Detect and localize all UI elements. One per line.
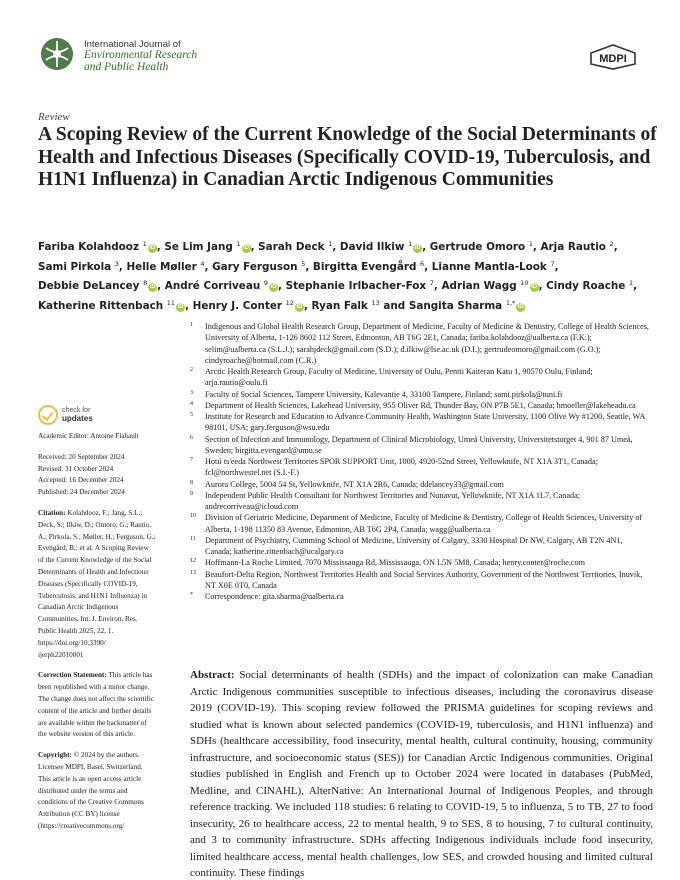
author-name: Henry J. Conter $^{12}$ iD <box>192 298 303 312</box>
affiliation-number: * <box>190 592 193 598</box>
copyright-label: Copyright: <box>38 751 72 760</box>
author-affiliation-ref: 10 <box>520 279 529 287</box>
affiliation-item <box>190 557 650 568</box>
affiliation-text: Beaufort-Delta Region, Northwest Territories Health and Social Services Authority, Government of the Northwest Territories, Inuvik, NT X0E 0T0, Canada <box>205 569 643 590</box>
author-affiliation-ref: 1 <box>142 240 147 248</box>
sidebar-line: Evengård, B.; et al. A Scoping Review <box>38 544 149 553</box>
affiliation-item <box>190 591 650 602</box>
check-updates-line1: check for <box>62 407 91 414</box>
author-affiliation-ref: 7 <box>429 279 434 287</box>
author-affiliation-ref: 2 <box>609 240 614 248</box>
affiliation-text: Faculty of Social Sciences, Tampere University, Kalevantie 4, 33100 Tampere, Finland; sami.pirkola@tuni.fi <box>205 389 563 399</box>
author-affiliation-ref: 3 <box>114 259 119 268</box>
sidebar-line: been republished with a minor change. <box>38 683 150 692</box>
affiliation-item <box>190 490 650 513</box>
affiliation-item <box>190 479 650 490</box>
article-title: A Scoping Review of the Current Knowledge of the Social Determinants of Health and Infectious Diseases (Specifically COVID-19, Tuberculosis, and H1N1 Influenza) in Canadian Arctic Indigenous Communities <box>38 124 657 191</box>
mdpi-logo-text: MDPI <box>599 53 627 65</box>
sidebar-line: distributed under the terms and <box>38 786 128 795</box>
journal-name-line1: International Journal of <box>84 39 181 50</box>
journal-name-line2: Environmental Research <box>84 49 198 61</box>
journal-name-line3: and Public Health <box>84 60 169 73</box>
author-affiliation-ref: 5 <box>301 259 306 268</box>
author-name: Cindy Roache $^1$ <box>546 279 634 292</box>
check-for-updates-button[interactable] <box>38 405 173 425</box>
author-name: Gary Ferguson $^5$ <box>212 259 306 273</box>
affiliation-number: 13 <box>190 569 196 576</box>
sidebar-line: conditions of the Creative Commons <box>38 798 144 807</box>
sidebar-line: Diseases (Specifically COVID-19, <box>38 579 138 588</box>
orcid-icon[interactable]: iD <box>149 245 156 251</box>
citation-block <box>38 508 173 661</box>
author-affiliation-ref: 1 <box>528 240 533 248</box>
sidebar-line: Tuberculosis, and H1N1 Influenza) in <box>38 591 147 600</box>
author-name: Fariba Kolahdooz $^1$ iD <box>38 240 156 253</box>
author-affiliation-ref: 4 <box>200 259 205 268</box>
affiliation-number: 12 <box>190 558 196 565</box>
affiliation-text: Indigenous and Global Health Research Group, Department of Medicine, Faculty of Medicine & Dentistry, College of Health Sciences, University of Alberta, 1-126 8602 112 Street, Edmonton, AB T6G 2E1, Canada; fariba.kolahdooz@ualberta.ca (F.K.); selim@ualberta.ca (S.L.J.); sarahjdeck@gmail.com (S.D.); d.ilkiw@lse.ac.uk (D.I.); gertrudeomoro@gmail.com (G.O.); cindyroache@hotmail.com (C.R.) <box>205 322 649 365</box>
author-name: André Corriveau $^9$ iD <box>164 279 277 292</box>
sidebar-line: Correction Statement: This article has <box>38 671 153 680</box>
abstract-label: Abstract: <box>190 669 235 681</box>
correction-label: Correction Statement: <box>38 671 107 680</box>
sidebar-line: Determinants of Health and Infectious <box>38 567 149 576</box>
author-name: Katherine Rittenbach $^{11}$ iD <box>38 298 184 312</box>
orcid-icon[interactable]: iD <box>270 284 277 290</box>
journal-logo-icon <box>38 36 76 72</box>
sidebar-line: Deck, S.; Ilkiw, D.; Omoro, G.; Rautio, <box>38 520 152 529</box>
affiliation-item <box>190 366 650 389</box>
citation-label: Citation: <box>38 508 66 517</box>
affiliation-text: Correspondence: gita.sharma@ualberta.ca <box>205 592 344 601</box>
author-name: Sangita Sharma $^{1,*}$ iD <box>408 298 524 312</box>
orcid-icon[interactable]: iD <box>414 245 421 251</box>
academic-editor <box>38 431 173 443</box>
orcid-icon[interactable]: iD <box>531 284 538 290</box>
author-name: David Ilkiw $^1$ iD <box>339 240 421 253</box>
sidebar-line: of the Current Knowledge of the Social <box>38 556 152 565</box>
author-name: Lianne Mantla-Look $^7$ <box>431 259 555 273</box>
sidebar-line: The change does not affect the scientific <box>38 694 155 703</box>
author-name: Gertrude Omoro $^1$ <box>429 240 533 253</box>
revised-date: Revised: 31 October 2024 <box>38 464 114 473</box>
sidebar-line: content of the article and further details <box>38 706 152 715</box>
article-dates <box>38 452 173 499</box>
author-affiliation-ref: 11 <box>166 298 176 307</box>
check-updates-line2: updates <box>62 414 93 423</box>
affiliation-number: 4 <box>190 400 193 407</box>
affiliation-text: Independent Public Health Consultant for Northwest Territories and Nunavut, Yellowknife, NT X1A 1L7, Canada; andrecorriveau@icloud.com <box>205 490 580 511</box>
abstract-text: Social determinants of health (SDHs) and the impact of colonization can make Canadian Arctic Indigenous communities susceptible to infectious diseases, including the coronavirus disease 2019 (COVID-19). This scoping review followed the PRISMA guidelines for scoping reviews and studied what is known about selected pandemics (COVID-19, tuberculosis, and H1N1 influenza) and SDHs (healthcare accessibility, food insecurity, mental health, cultural continuity, housing, community infrastructure, and socioeconomic status (SES)) for Canadian Arctic Indigenous communities. Original studies published in English and French up to October 2024 were located in databases (PubMed, Medline, and CINAHL), AlterNative: An International Journal of Indigenous Peoples, and through reference tracking. We included 118 studies: 6 relating to COVID-19, 5 to influenza, 5 to TB, 27 to food insecurity, 26 to healthcare access, 22 to mental health, 9 to SES, 8 to housing, 7 to cultural continuity, and 3 to community infrastructure. SDHs affecting Indigenous individuals include food insecurity, limited healthcare access, mental health challenges, low SES, and crowded housing and limited cultural continuity. These findings <box>190 669 653 879</box>
check-updates-icon <box>38 405 58 425</box>
sidebar-line: This article is an open access article <box>38 774 142 783</box>
affiliation-text: Division of Geriatric Medicine, Department of Medicine, Faculty of Medicine & Dentistry, College of Health Sciences, University of Alberta, 1-198 11350 83 Avenue, Edmonton, AB T6G 2P4, Canada; wagg@ualberta.ca <box>205 513 643 534</box>
author-name: Sami Pirkola $^3$ <box>38 259 119 273</box>
sidebar-line: Public Health 2025, 22, 1. <box>38 626 114 635</box>
affiliations <box>190 321 650 602</box>
journal-name <box>84 39 197 73</box>
author-affiliation-ref: 1 <box>408 240 413 248</box>
published-date: Published: 24 December 2024 <box>38 488 125 497</box>
author-name: Arja Rautio $^2$ <box>540 240 614 253</box>
author-name: Stephanie Irlbacher-Fox $^7$ <box>285 279 434 292</box>
author-affiliation-ref: 1 <box>328 240 333 248</box>
author-name: Sarah Deck $^1$ <box>258 240 333 253</box>
mdpi-logo-icon <box>588 44 638 70</box>
received-date: Received: 20 September 2024 <box>38 452 125 461</box>
copyright-block <box>38 750 173 833</box>
affiliation-item <box>190 400 650 411</box>
author-affiliation-ref: 8 <box>143 279 148 287</box>
sidebar-line: A.; Pirkola, S.; Møller, H.; Ferguson, G.; <box>38 532 156 541</box>
affiliation-number: 8 <box>190 479 193 486</box>
affiliation-item <box>190 535 650 558</box>
sidebar-line: https://doi.org/10.3390/ <box>38 638 106 647</box>
affiliation-number: 9 <box>190 490 193 497</box>
orcid-icon[interactable]: iD <box>149 284 156 290</box>
affiliation-item <box>190 512 650 535</box>
affiliation-text: Hoffmann-La Roche Limited, 7070 Mississauga Rd, Mississauga, ON L5N 5M8, Canada; henry.conter@roche.com <box>205 558 585 568</box>
affiliation-number: 11 <box>190 535 196 542</box>
affiliation-number: 3 <box>190 389 193 396</box>
article-type: Review <box>38 111 70 123</box>
author-name: Ryan Falk $^{13}$ <box>311 298 380 312</box>
author-affiliation-ref: 1,* <box>505 298 516 307</box>
affiliation-number: 5 <box>190 412 193 418</box>
sidebar-line: (https://creativecommons.org/ <box>38 821 125 830</box>
orcid-icon[interactable]: iD <box>296 303 303 310</box>
sidebar-line: Copyright: © 2024 by the authors. <box>38 751 140 760</box>
author-affiliation-ref: 1 <box>236 240 241 248</box>
author-name: Helle Møller $^4$ <box>126 259 205 273</box>
sidebar-line: ijerph22010001 <box>38 650 84 659</box>
affiliation-number: 2 <box>190 367 193 373</box>
affiliation-item <box>190 434 650 457</box>
sidebar-line: Canadian Arctic Indigenous <box>38 603 119 612</box>
sidebar-line: are available within the backmatter of <box>38 718 147 727</box>
abstract <box>190 667 653 880</box>
orcid-icon[interactable]: iD <box>517 303 524 310</box>
affiliation-text: Aurora College, 5004 54 St, Yellowknife, NT X1A 2R6, Canada; ddelancey33@gmail.com <box>205 479 504 489</box>
sidebar-line: the website version of this article. <box>38 730 136 739</box>
sidebar-line: Citation: Kolahdooz, F.; Jang, S.L.; <box>38 508 143 517</box>
author-affiliation-ref: 7 <box>550 259 555 268</box>
orcid-icon[interactable]: iD <box>177 303 184 310</box>
author-list: Fariba Kolahdooz $^1$ iD , Se Lim Jang $^1$ iD , Sarah Deck $^1$, David Ilkiw $^1$ iD , Gertrude Omoro $^1$, Arja Rautio $^2$, Sami Pirkola $^3$, Helle Møller $^4$, Gary Ferguson $^5$, Birgitta Evengård $^6$, Lianne Mantla-Look $^7$, Debbie DeLancey $^8$ iD , André Corriveau $^9$ iD , Stephanie Irlbacher-Fox $^7$, Adrian Wagg $^{10}$ iD , Cindy Roache $^1$, Katherine Rittenbach $^{11}$ iD , Henry J. Conter $^{12}$ iD , Ryan Falk $^{13}$ and Sangita Sharma $^{1,*}$ iD <box>38 240 638 312</box>
academic-editor-text: Academic Editor: Antoine Flahault <box>38 432 139 440</box>
article-info-sidebar <box>38 405 173 842</box>
affiliation-text: Department of Psychiatry, Cumming School of Medicine, University of Calgary, 3330 Hospital Dr NW, Calgary, AB T2N 4N1, Canada; katherine.rittenbach@ucalgary.ca <box>205 535 623 556</box>
affiliation-number: 7 <box>190 457 193 463</box>
affiliation-item <box>190 456 650 479</box>
sidebar-line: Communities. Int. J. Environ. Res. <box>38 615 138 624</box>
author-affiliation-ref: 9 <box>263 279 269 287</box>
affiliation-text: Hotıì ts'eeda Northwest Territories SPOR SUPPORT Unit, 1000, 4920-52nd Street, Yellowknife, NT X1A 3T1, Canada; fcl@northwestel.net (S.I.-F.) <box>205 457 598 478</box>
sidebar-line: Attribution (CC BY) license <box>38 810 120 819</box>
affiliation-text: Department of Health Sciences, Lakehead University, 955 Oliver Rd, Thunder Bay, ON P7B 5E1, Canada; hmoeller@lakeheadu.ca <box>205 400 636 410</box>
affiliation-item <box>190 411 650 434</box>
correction-statement <box>38 670 173 741</box>
author-name: Se Lim Jang $^1$ iD <box>164 240 250 253</box>
author-affiliation-ref: 1 <box>628 279 634 287</box>
accepted-date: Accepted: 16 December 2024 <box>38 476 124 485</box>
affiliation-number: 1 <box>190 322 193 328</box>
author-affiliation-ref: 13 <box>371 298 380 307</box>
author-name: Debbie DeLancey $^8$ iD <box>38 279 156 292</box>
affiliation-text: Institute for Research and Education to Advance Community Health, Washington State University, 1100 Olive Wy #1200, Seattle, WA 98101, USA; gary.ferguson@wsu.edu <box>205 412 645 433</box>
author-affiliation-ref: 12 <box>285 298 294 307</box>
affiliation-number: 10 <box>190 513 196 520</box>
orcid-icon[interactable]: iD <box>243 245 250 251</box>
sidebar-line: Licensee MDPI, Basel, Switzerland. <box>38 762 143 771</box>
affiliation-text: Section of Infection and Immunology, Department of Clinical Microbiology, Umeå University, Universitetstorget 4, 901 87 Umeå, Sweden; birgitta.evengard@umu.se <box>205 434 633 455</box>
affiliation-item <box>190 321 650 366</box>
affiliation-item <box>190 389 650 400</box>
author-name: Adrian Wagg $^{10}$ iD <box>441 279 538 292</box>
author-name: Birgitta Evengård $^6$ <box>312 259 425 273</box>
affiliation-number: 6 <box>190 434 193 441</box>
author-affiliation-ref: 6 <box>420 259 425 268</box>
affiliation-item <box>190 569 650 592</box>
affiliation-text: Arctic Health Research Group, Faculty of Medicine, University of Oulu, Pentti Kaiteran Katu 1, 90570 Oulu, Finland; arja.rautio@oulu.fi <box>205 367 593 388</box>
